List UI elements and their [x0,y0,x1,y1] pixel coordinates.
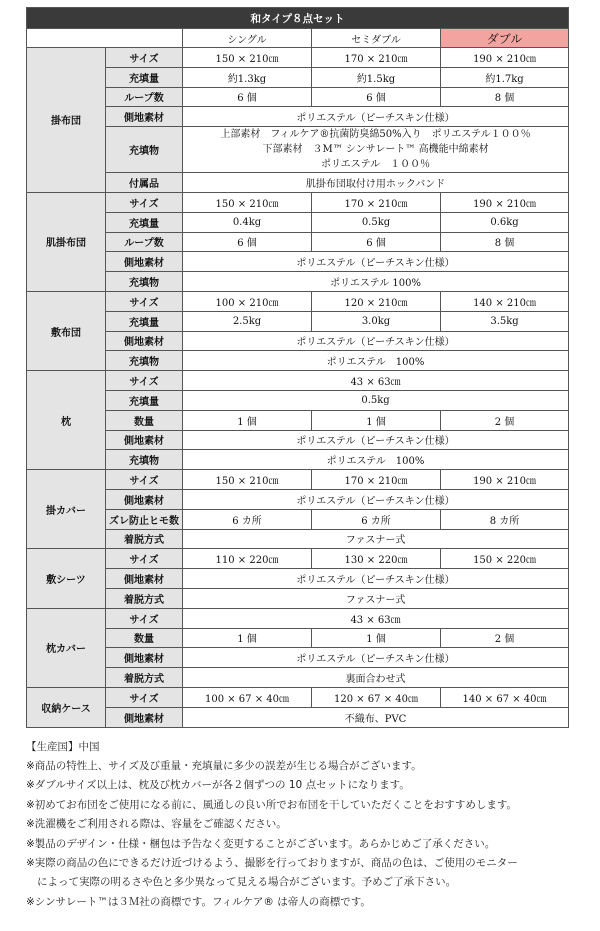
value-cell: 2 個 [441,410,569,430]
row-label: 側地素材 [106,430,183,450]
row-label: サイズ [106,687,183,707]
value-line: ポリエステル １００％ [320,159,431,171]
row-label: 充填物 [106,272,183,292]
row-label: 充填量 [106,67,183,87]
value-cell: 0.6kg [441,212,569,232]
row-label: 数量 [106,628,183,648]
value-line: 下部素材 ３M™ シンサレート™ 高機能中綿素材 [262,144,489,156]
value-cell-merged: ポリエステル 100% [183,351,569,371]
spec-table-body [27,48,569,728]
table-row [27,192,569,212]
group-label: 敷布団 [27,291,106,370]
value-cell-multiline [183,127,569,173]
group-label: 枕カバー [27,608,106,687]
table-row [27,430,569,450]
group-label: 敷シーツ [27,549,106,608]
table-row [27,450,569,470]
table-row [27,127,569,173]
table-row [27,331,569,351]
spec-table [26,7,569,728]
row-label: サイズ [106,192,183,212]
note-line: ※ダブルサイズ以上は、枕及び枕カバーが各２個ずつの 10 点セットになります。 [26,779,410,792]
value-cell-merged: 43 × 63㎝ [183,608,569,628]
note-line: ※実際の商品の色にできるだけ近づけるよう、撮影を行っておりますが、商品の色は、ご使用のモニター [26,856,518,869]
row-label: 充填物 [106,127,183,173]
value-cell: 150 × 210㎝ [183,48,312,68]
table-row [27,707,569,727]
table-row [27,608,569,628]
value-cell: 170 × 210㎝ [312,470,441,490]
row-label: ループ数 [106,87,183,107]
value-cell: 150 × 220㎝ [441,549,569,569]
value-cell: 2 個 [441,628,569,648]
value-cell: 0.4kg [183,212,312,232]
row-label: 着脱方式 [106,529,183,549]
value-cell: 約1.7kg [441,67,569,87]
value-cell: 140 × 67 × 40㎝ [441,687,569,707]
value-cell-merged: ポリエステル（ピーチスキン仕様） [183,569,569,589]
row-label: 側地素材 [106,707,183,727]
value-cell: 120 × 67 × 40㎝ [312,687,441,707]
value-cell: 1 個 [312,410,441,430]
note-line: によって実際の明るさや色と多少異なって見える場合がございます。予めご了承下さい。 [37,876,457,889]
value-cell: 8 カ所 [441,509,569,529]
row-label: ループ数 [106,232,183,252]
value-cell-merged: 43 × 63㎝ [183,371,569,391]
table-row [27,212,569,232]
table-row [27,687,569,707]
value-cell: 150 × 210㎝ [183,192,312,212]
value-cell-merged: ポリエステル（ピーチスキン仕様） [183,107,569,127]
value-cell: 190 × 210㎝ [441,48,569,68]
row-label: 着脱方式 [106,588,183,608]
row-label: 充填物 [106,351,183,371]
row-label: サイズ [106,48,183,68]
table-row [27,588,569,608]
value-cell-merged: 0.5kg [183,390,569,410]
table-row [27,48,569,68]
table-row [27,371,569,391]
table-row [27,470,569,490]
value-cell: 8 個 [441,87,569,107]
value-cell: 140 × 210㎝ [441,291,569,311]
value-cell: 0.5kg [312,212,441,232]
table-row [27,569,569,589]
value-cell: 190 × 210㎝ [441,470,569,490]
table-title: 和タイプ８点セット [27,8,569,29]
row-label: ズレ防止ヒモ数 [106,509,183,529]
row-label: サイズ [106,291,183,311]
row-label: サイズ [106,371,183,391]
row-label: 付属品 [106,173,183,193]
group-label: 枕 [27,371,106,470]
table-row [27,509,569,529]
table-title-row [27,8,569,29]
value-cell: 100 × 210㎝ [183,291,312,311]
table-row [27,410,569,430]
value-cell: 1 個 [183,628,312,648]
note-line: ※シンサレート™は３Ｍ社の商標です。フィルケア® は帝人の商標です。 [26,895,371,908]
page [26,7,568,912]
row-label: 側地素材 [106,569,183,589]
row-label: 充填物 [106,450,183,470]
table-row [27,668,569,688]
value-cell: 110 × 220㎝ [183,549,312,569]
note-line: ※製品のデザイン・仕様・梱包は予告なく変更することがございます。あらかじめご了承ください。 [26,837,496,850]
value-cell-merged: ポリエステル 100% [183,272,569,292]
note-line: ※初めてお布団をご使用になる前に、風通しの良い所でお布団を干していただくことをおすすめします。 [26,798,518,811]
table-row [27,648,569,668]
table-row [27,390,569,410]
value-cell: 6 カ所 [312,509,441,529]
table-row [27,87,569,107]
group-label: 肌掛布団 [27,192,106,291]
value-cell-merged: ポリエステル（ピーチスキン仕様） [183,331,569,351]
table-row [27,529,569,549]
row-label: サイズ [106,470,183,490]
row-label: 側地素材 [106,252,183,272]
table-row [27,628,569,648]
value-cell: 150 × 210㎝ [183,470,312,490]
value-line: 上部素材 フィルケア®抗菌防臭綿50%入り ポリエステル１００％ [220,129,531,141]
table-row [27,311,569,331]
value-cell: 6 個 [312,87,441,107]
value-cell: 100 × 67 × 40㎝ [183,687,312,707]
header-blank [27,29,183,48]
note-line: ※洗濯機をご利用される際は、容量をご確認ください。 [26,818,287,831]
row-label: 側地素材 [106,331,183,351]
table-row [27,489,569,509]
value-cell: 1 個 [183,410,312,430]
value-cell-merged: ポリエステル（ピーチスキン仕様） [183,648,569,668]
value-cell: 170 × 210㎝ [312,48,441,68]
value-cell-merged: 裏面合わせ式 [183,668,569,688]
table-row [27,291,569,311]
value-cell: 約1.5kg [312,67,441,87]
row-label: 側地素材 [106,648,183,668]
table-row [27,107,569,127]
table-row [27,549,569,569]
value-cell: 120 × 210㎝ [312,291,441,311]
value-cell: 6 個 [312,232,441,252]
value-cell-merged: ポリエステル（ピーチスキン仕様） [183,430,569,450]
header-double: ダブル [441,29,569,48]
value-cell: 1 個 [312,628,441,648]
group-label: 収納ケース [27,687,106,727]
table-row [27,67,569,87]
row-label: 充填量 [106,311,183,331]
header-semi-double: セミダブル [312,29,441,48]
value-cell: 2.5kg [183,311,312,331]
group-label: 掛カバー [27,470,106,549]
table-row [27,173,569,193]
value-cell-merged: ポリエステル（ピーチスキン仕様） [183,489,569,509]
row-label: 充填量 [106,390,183,410]
row-label: 数量 [106,410,183,430]
table-row [27,252,569,272]
notes-section [26,738,568,913]
header-single: シングル [183,29,312,48]
value-cell: 130 × 220㎝ [312,549,441,569]
value-cell: 170 × 210㎝ [312,192,441,212]
value-cell: 約1.3kg [183,67,312,87]
value-cell: 3.0kg [312,311,441,331]
row-label: 側地素材 [106,107,183,127]
value-cell: 6 個 [183,87,312,107]
value-cell: 6 個 [183,232,312,252]
table-row [27,272,569,292]
row-label: サイズ [106,549,183,569]
origin-note: 【生産国】中国 [26,740,100,753]
value-cell: 190 × 210㎝ [441,192,569,212]
value-cell-merged: ファスナー式 [183,529,569,549]
value-cell-merged: 肌掛布団取付け用ホックバンド [183,173,569,193]
value-cell: 8 個 [441,232,569,252]
row-label: サイズ [106,608,183,628]
value-cell-merged: ポリエステル（ピーチスキン仕様） [183,252,569,272]
row-label: 着脱方式 [106,668,183,688]
row-label: 充填量 [106,212,183,232]
table-row [27,232,569,252]
value-cell-merged: ポリエステル 100% [183,450,569,470]
value-cell-merged: 不織布、PVC [183,707,569,727]
value-cell-merged: ファスナー式 [183,588,569,608]
group-label: 掛布団 [27,48,106,193]
value-cell: 3.5kg [441,311,569,331]
note-line: ※商品の特性上、サイズ及び重量・充填量に多少の誤差が生じる場合がございます。 [26,759,422,772]
size-header-row [27,29,569,48]
row-label: 側地素材 [106,489,183,509]
value-cell: 6 カ所 [183,509,312,529]
table-row [27,351,569,371]
